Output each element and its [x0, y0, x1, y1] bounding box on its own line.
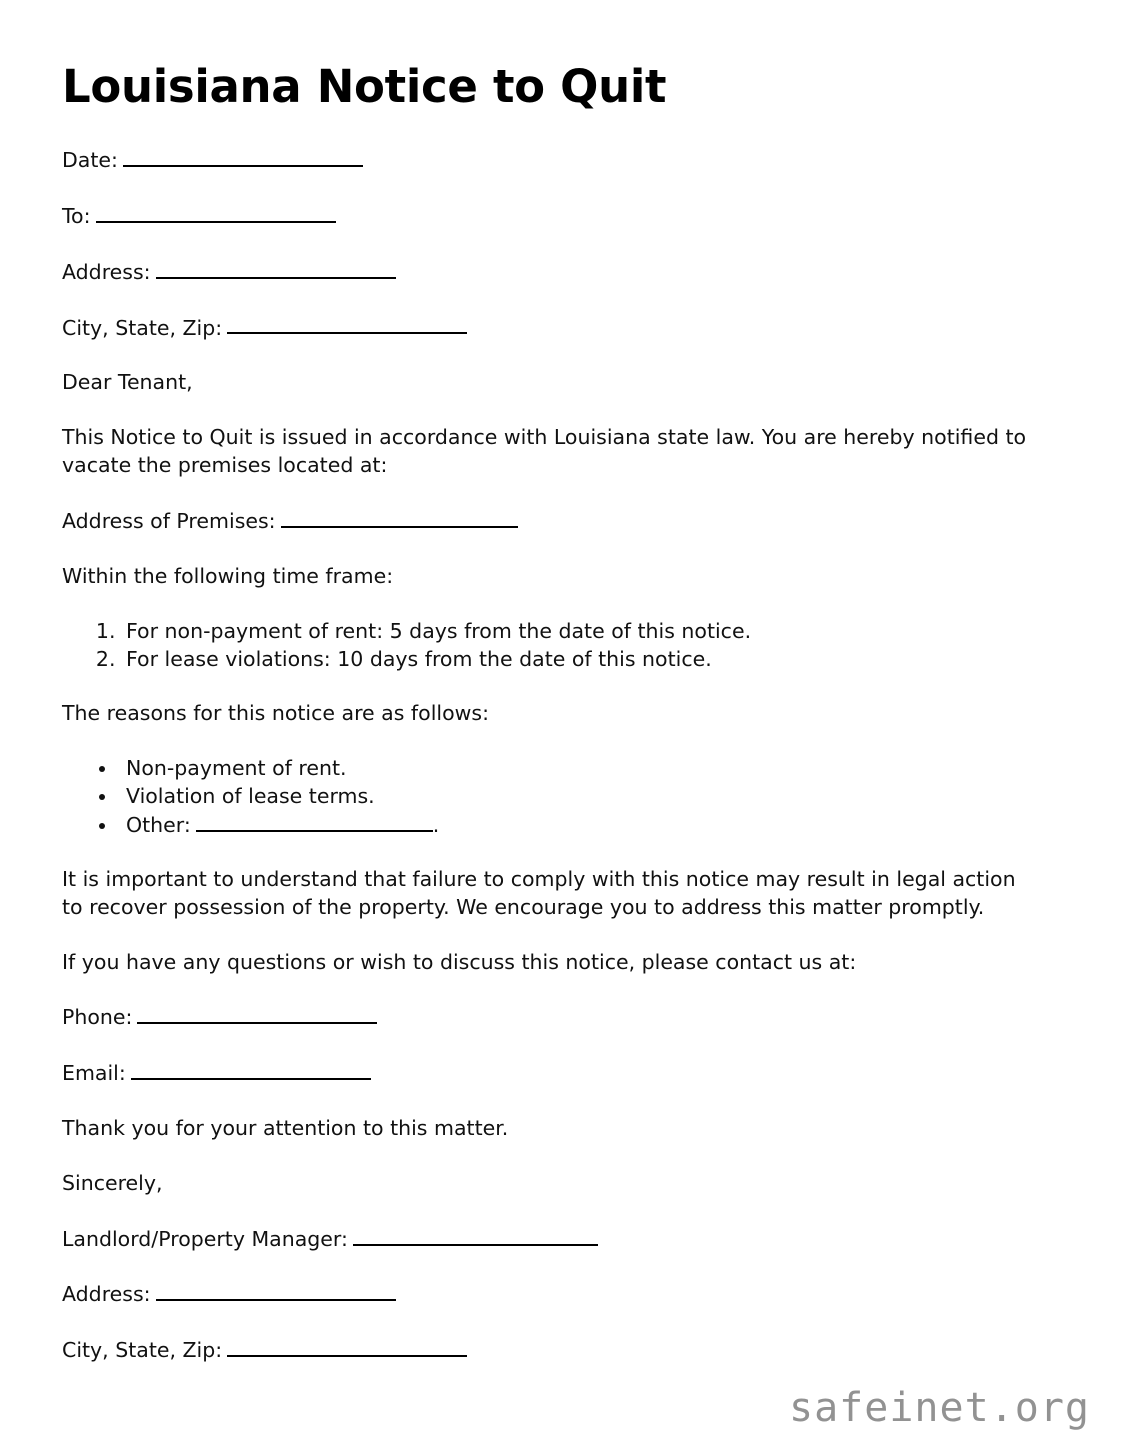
list-item: [118, 782, 1062, 810]
list-item-text: Other:: [126, 812, 191, 837]
field-address-of-premises-blank[interactable]: [281, 507, 518, 528]
list-item-text: Non-payment of rent.: [126, 756, 347, 780]
list-item: 2. For lease violations: 10 days from the date of this notice.: [122, 645, 1062, 673]
contact-paragraph: If you have any questions or wish to discuss this notice, please contact us at:: [62, 949, 857, 974]
field-signature-city-state-zip: [62, 1336, 1062, 1365]
field-date-blank[interactable]: [123, 146, 363, 167]
field-signature-address-label: Address:: [62, 1282, 151, 1307]
list-item: [118, 811, 1062, 839]
field-date-label: Date:: [62, 148, 118, 173]
field-signature-address-blank[interactable]: [156, 1280, 396, 1301]
field-signature-city-state-zip-label: City, State, Zip:: [62, 1338, 223, 1363]
field-city-state-zip: [62, 314, 1062, 343]
field-signature-address: [62, 1280, 1062, 1309]
reasons-list: [62, 754, 1062, 839]
field-email: [62, 1059, 1062, 1088]
field-other-reason-blank[interactable]: [196, 811, 433, 832]
field-landlord-property-manager-label: Landlord/Property Manager:: [62, 1226, 348, 1251]
field-phone-label: Phone:: [62, 1005, 133, 1030]
field-landlord-property-manager-blank[interactable]: [353, 1225, 598, 1246]
field-to-label: To:: [62, 203, 91, 228]
field-date: [62, 146, 1062, 175]
closing: Sincerely,: [62, 1170, 163, 1195]
field-address-of-premises-label: Address of Premises:: [62, 508, 276, 533]
list-item-trailing: .: [432, 812, 440, 837]
field-address-of-premises: [62, 507, 1062, 536]
field-email-label: Email:: [62, 1061, 126, 1086]
field-phone-blank[interactable]: [137, 1003, 377, 1024]
field-address-blank[interactable]: [156, 258, 396, 279]
watermark: safeinet.org: [789, 1385, 1090, 1431]
field-to-blank[interactable]: [96, 202, 336, 223]
field-signature-city-state-zip-blank[interactable]: [227, 1336, 467, 1357]
timeframe-heading: Within the following time frame:: [62, 563, 394, 588]
field-city-state-zip-blank[interactable]: [227, 314, 467, 335]
field-phone: [62, 1003, 1062, 1032]
field-city-state-zip-label: City, State, Zip:: [62, 315, 223, 340]
list-item: 1. For non-payment of rent: 5 days from the date of this notice.: [122, 617, 1062, 645]
field-address-label: Address:: [62, 259, 151, 284]
thanks-paragraph: Thank you for your attention to this matter.: [62, 1115, 509, 1140]
page-title: Louisiana Notice to Quit: [62, 60, 667, 113]
field-to: [62, 202, 1062, 231]
field-email-blank[interactable]: [131, 1059, 371, 1080]
salutation: Dear Tenant,: [62, 370, 193, 395]
list-item-text: Violation of lease terms.: [126, 784, 375, 809]
timeframe-list: [62, 617, 1062, 674]
intro-paragraph: This Notice to Quit is issued in accordance with Louisiana state law. You are hereby notified to vacate the premises located at:: [62, 425, 1027, 478]
list-item: [118, 754, 1062, 782]
field-landlord-property-manager: [62, 1225, 1062, 1254]
warning-paragraph: It is important to understand that failure to comply with this notice may result in legal action to recover possession of the property. We encourage you to address this matter promptly.: [62, 866, 1016, 919]
reasons-heading: The reasons for this notice are as follows:: [62, 701, 489, 726]
field-address: [62, 258, 1062, 287]
